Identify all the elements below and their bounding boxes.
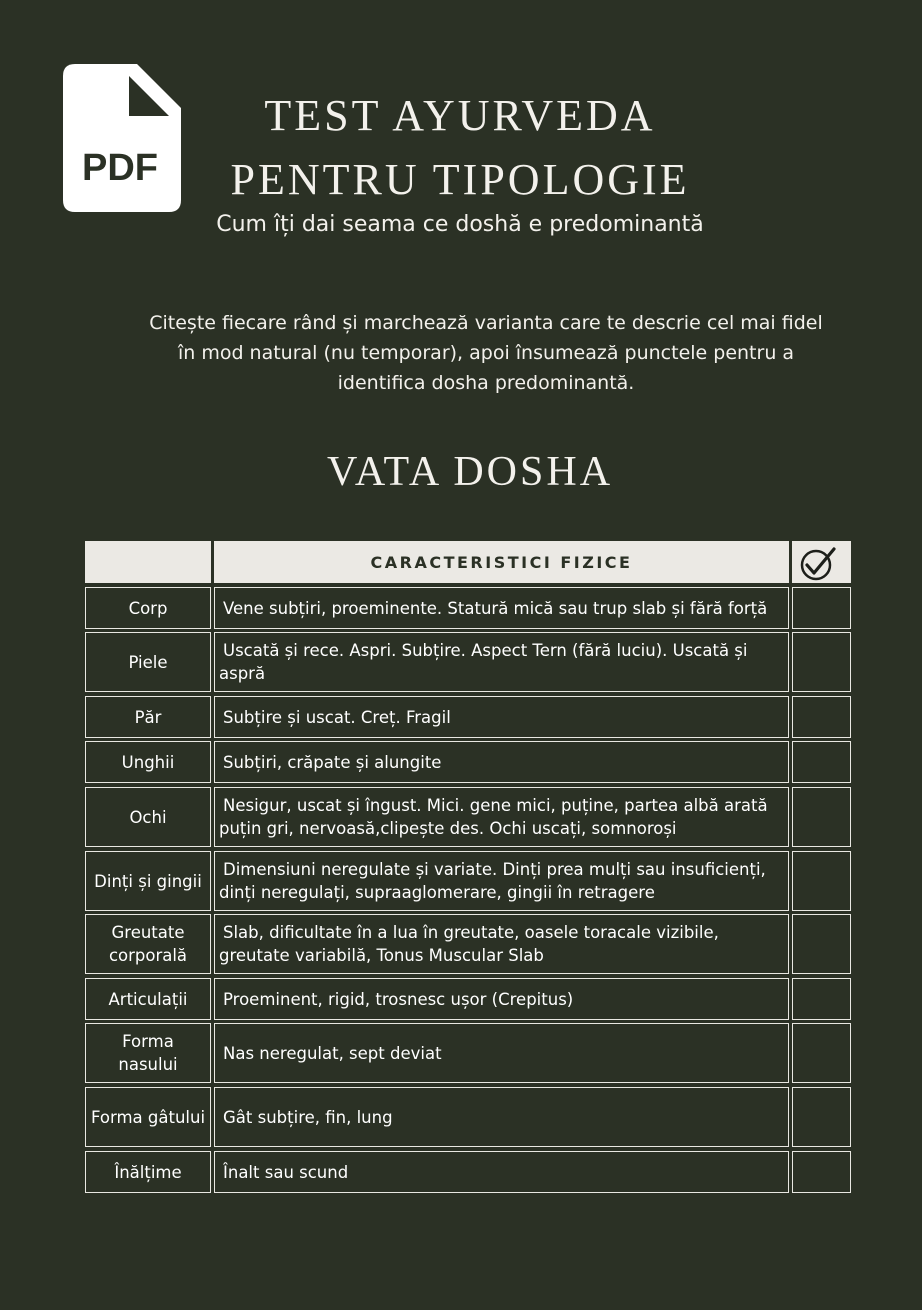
row-description-cell bbox=[214, 1087, 789, 1147]
row-description-cell bbox=[214, 851, 789, 911]
row-checkbox[interactable] bbox=[792, 587, 851, 629]
row-checkbox[interactable] bbox=[792, 1151, 851, 1193]
row-description: Proeminent, rigid, trosnesc ușor (Crepitus) bbox=[223, 989, 574, 1009]
row-checkbox[interactable] bbox=[792, 787, 851, 847]
row-label: Piele bbox=[128, 652, 168, 672]
row-label: Păr bbox=[134, 707, 162, 727]
row-description-cell bbox=[214, 914, 789, 974]
row-description: Înalt sau scund bbox=[223, 1162, 349, 1182]
row-description-cell bbox=[214, 632, 789, 692]
row-label-cell bbox=[85, 632, 211, 692]
row-label-cell bbox=[85, 696, 211, 738]
row-label: Forma nasului bbox=[118, 1032, 178, 1074]
row-label-cell bbox=[85, 1023, 211, 1083]
row-checkbox[interactable] bbox=[792, 978, 851, 1020]
intro-line: Citește fiecare rând și marchează varianta care te descrie cel mai fidel bbox=[149, 312, 823, 334]
row-description-cell bbox=[214, 1151, 789, 1193]
intro-text bbox=[100, 308, 872, 398]
row-label-cell bbox=[85, 851, 211, 911]
page-subtitle: Cum îți dai seama ce doshă e predominantă bbox=[216, 212, 704, 237]
row-label: Articulații bbox=[108, 989, 188, 1009]
row-checkbox[interactable] bbox=[792, 1087, 851, 1147]
row-checkbox[interactable] bbox=[792, 696, 851, 738]
row-description: Vene subțiri, proeminente. Statură mică sau trup slab și fără forță bbox=[223, 598, 768, 618]
row-checkbox[interactable] bbox=[792, 741, 851, 783]
row-label-cell bbox=[85, 1151, 211, 1193]
intro-line: în mod natural (nu temporar), apoi însumează punctele pentru a bbox=[177, 342, 795, 364]
row-description-cell bbox=[214, 978, 789, 1020]
row-description: Uscată și rece. Aspri. Subțire. Aspect Tern (fără luciu). Uscată și aspră bbox=[219, 641, 748, 683]
row-description-cell bbox=[214, 787, 789, 847]
row-label-cell bbox=[85, 587, 211, 629]
row-label-cell bbox=[85, 914, 211, 974]
row-checkbox[interactable] bbox=[792, 1023, 851, 1083]
row-description: Subțire și uscat. Creț. Fragil bbox=[223, 707, 451, 727]
table-header-check-cell bbox=[792, 541, 851, 583]
row-description: Subțiri, crăpate și alungite bbox=[223, 752, 442, 772]
table-header-title: CARACTERISTICI FIZICE bbox=[214, 541, 789, 583]
row-label: Dinți și gingii bbox=[94, 871, 202, 891]
row-label-cell bbox=[85, 978, 211, 1020]
row-label: Unghii bbox=[121, 752, 175, 772]
row-description-cell bbox=[214, 587, 789, 629]
intro-line: identifica dosha predominantă. bbox=[337, 372, 635, 394]
row-checkbox[interactable] bbox=[792, 914, 851, 974]
row-label-cell bbox=[85, 741, 211, 783]
row-description-cell bbox=[214, 1023, 789, 1083]
row-description: Dimensiuni neregulate și variate. Dinți prea mulți sau insuficienți, dinți neregulați, supraaglomerare, gingii în retragere bbox=[219, 860, 766, 902]
row-label-cell bbox=[85, 787, 211, 847]
row-checkbox[interactable] bbox=[792, 632, 851, 692]
table-header-label-cell bbox=[85, 541, 211, 583]
row-label: Corp bbox=[128, 598, 168, 618]
row-description-cell bbox=[214, 741, 789, 783]
row-description: Gât subțire, fin, lung bbox=[223, 1107, 393, 1127]
row-label: Ochi bbox=[129, 807, 167, 827]
pdf-label: PDF bbox=[82, 147, 158, 189]
row-label: Înălțime bbox=[114, 1162, 182, 1182]
row-description: Nesigur, uscat și îngust. Mici. gene mici, puține, partea albă arată puțin gri, nervoasă,clipește des. Ochi uscați, somnoroși bbox=[219, 796, 768, 838]
row-label: Greutate corporală bbox=[108, 923, 188, 965]
page-title-line1: TEST AYURVEDA bbox=[264, 91, 656, 140]
row-label: Forma gâtului bbox=[90, 1107, 206, 1127]
row-description: Nas neregulat, sept deviat bbox=[223, 1043, 442, 1063]
row-description: Slab, dificultate în a lua în greutate, oasele toracale vizibile, greutate variabilă, Tonus Muscular Slab bbox=[219, 923, 719, 965]
row-description-cell bbox=[214, 696, 789, 738]
page-title-line2: PENTRU TIPOLOGIE bbox=[230, 155, 690, 204]
circle-check-icon bbox=[796, 545, 846, 581]
pdf-file-icon bbox=[63, 64, 181, 212]
section-title: VATA DOSHA bbox=[326, 449, 614, 495]
row-label-cell bbox=[85, 1087, 211, 1147]
row-checkbox[interactable] bbox=[792, 851, 851, 911]
